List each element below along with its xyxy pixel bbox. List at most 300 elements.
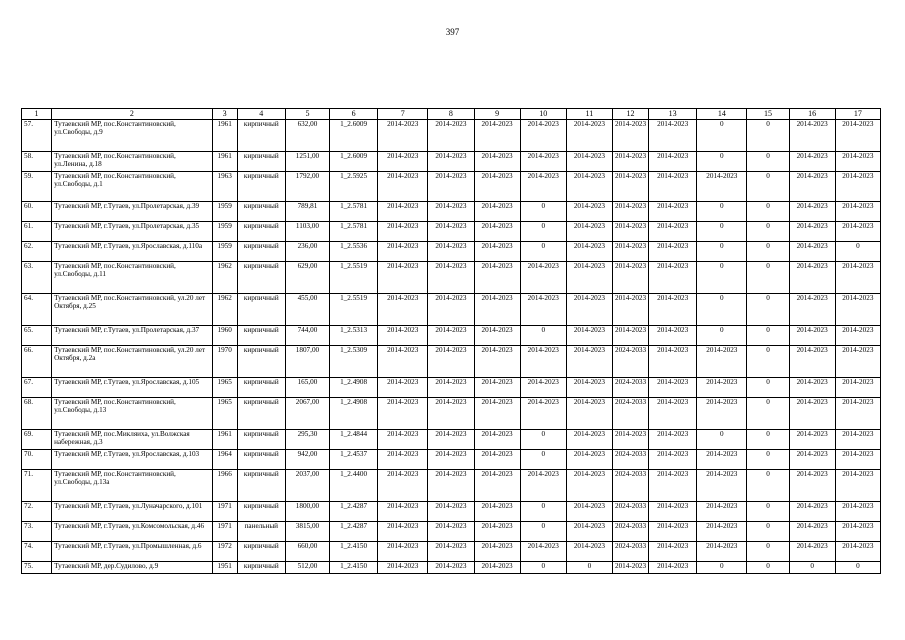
table-cell: 2014-2023 bbox=[428, 398, 474, 430]
row-number-cell: 61. bbox=[22, 222, 52, 242]
table-cell: 2014-2023 bbox=[428, 172, 474, 202]
table-cell: 2014-2023 bbox=[612, 262, 648, 294]
row-number-cell: 75. bbox=[22, 562, 52, 574]
address-cell: Тутаевский МР, пос.Константиновский, ул.Свободы, д.13 bbox=[52, 398, 213, 430]
table-cell: 1959 bbox=[212, 202, 237, 222]
table-cell: 2014-2023 bbox=[835, 152, 880, 172]
table-cell: 1_2.4537 bbox=[330, 450, 378, 470]
table-cell: 0 bbox=[747, 542, 789, 562]
table-cell: 2067,00 bbox=[285, 398, 329, 430]
table-cell: 2014-2023 bbox=[474, 152, 520, 172]
table-cell: 2014-2023 bbox=[835, 294, 880, 326]
table-cell: 2014-2023 bbox=[835, 542, 880, 562]
table-cell: 2014-2023 bbox=[612, 222, 648, 242]
table-cell: 165,00 bbox=[285, 378, 329, 398]
address-cell: Тутаевский МР, дер.Судилово, д.9 bbox=[52, 562, 213, 574]
table-cell: 2014-2023 bbox=[378, 378, 428, 398]
table-cell: 629,00 bbox=[285, 262, 329, 294]
table-cell: 0 bbox=[747, 562, 789, 574]
table-cell: 2014-2023 bbox=[474, 262, 520, 294]
table-cell: 2014-2023 bbox=[474, 222, 520, 242]
table-cell: 1_2.4844 bbox=[330, 430, 378, 450]
column-number-10: 10 bbox=[520, 109, 566, 120]
table-cell: 0 bbox=[747, 378, 789, 398]
table-cell: 2014-2023 bbox=[649, 450, 697, 470]
table-cell: 2014-2023 bbox=[649, 294, 697, 326]
table-cell: 942,00 bbox=[285, 450, 329, 470]
table-cell: 0 bbox=[520, 502, 566, 522]
table-cell: 2014-2023 bbox=[697, 398, 747, 430]
table-cell: 1962 bbox=[212, 262, 237, 294]
table-cell: 2014-2023 bbox=[649, 172, 697, 202]
table-cell: 2014-2023 bbox=[520, 398, 566, 430]
table-cell: 2014-2023 bbox=[835, 430, 880, 450]
column-number-7: 7 bbox=[378, 109, 428, 120]
table-cell: 0 bbox=[520, 430, 566, 450]
table-row bbox=[22, 398, 881, 430]
address-cell: Тутаевский МР, г.Тутаев, ул.Пролетарская, д.35 bbox=[52, 222, 213, 242]
address-cell: Тутаевский МР, г.Тутаев, ул.Луначарского, д.101 bbox=[52, 502, 213, 522]
table-cell: кирпичный bbox=[237, 450, 285, 470]
column-number-9: 9 bbox=[474, 109, 520, 120]
table-cell: 1_2.4400 bbox=[330, 470, 378, 502]
table-cell: 1963 bbox=[212, 172, 237, 202]
table-cell: кирпичный bbox=[237, 262, 285, 294]
table-cell: 2014-2023 bbox=[566, 242, 612, 262]
table-cell: кирпичный bbox=[237, 120, 285, 152]
table-cell: 2014-2023 bbox=[378, 262, 428, 294]
row-number-cell: 72. bbox=[22, 502, 52, 522]
table-cell: 2024-2033 bbox=[612, 398, 648, 430]
table-cell: 2014-2023 bbox=[428, 120, 474, 152]
table-cell: 2014-2023 bbox=[428, 502, 474, 522]
table-cell: 2014-2023 bbox=[612, 430, 648, 450]
table-cell: 2014-2023 bbox=[566, 522, 612, 542]
table-cell: 295,30 bbox=[285, 430, 329, 450]
table-cell: кирпичный bbox=[237, 242, 285, 262]
table-cell: 2014-2023 bbox=[566, 502, 612, 522]
table-cell: 2014-2023 bbox=[378, 450, 428, 470]
table-cell: 236,00 bbox=[285, 242, 329, 262]
row-number-cell: 67. bbox=[22, 378, 52, 398]
table-cell: 2014-2023 bbox=[520, 172, 566, 202]
table-cell: 2014-2023 bbox=[612, 172, 648, 202]
table-cell: 0 bbox=[747, 502, 789, 522]
table-cell: 1_2.4150 bbox=[330, 562, 378, 574]
table-cell: 2014-2023 bbox=[428, 522, 474, 542]
column-number-1: 1 bbox=[22, 109, 52, 120]
table-cell: 1_2.4287 bbox=[330, 502, 378, 522]
table-cell: 1965 bbox=[212, 378, 237, 398]
table-cell: кирпичный bbox=[237, 346, 285, 378]
table-cell: 2014-2023 bbox=[789, 430, 835, 450]
table-cell: 2014-2023 bbox=[649, 262, 697, 294]
table-row bbox=[22, 346, 881, 378]
table-cell: 0 bbox=[520, 562, 566, 574]
table-cell: кирпичный bbox=[237, 470, 285, 502]
table-cell: 0 bbox=[697, 326, 747, 346]
table-cell: 2014-2023 bbox=[428, 152, 474, 172]
table-cell: 2014-2023 bbox=[835, 502, 880, 522]
row-number-cell: 63. bbox=[22, 262, 52, 294]
table-cell: 1_2.5925 bbox=[330, 172, 378, 202]
table-cell: 2014-2023 bbox=[566, 470, 612, 502]
table-cell: 0 bbox=[747, 522, 789, 542]
table-cell: 2014-2023 bbox=[520, 346, 566, 378]
row-number-cell: 65. bbox=[22, 326, 52, 346]
table-cell: 3815,00 bbox=[285, 522, 329, 542]
table-row bbox=[22, 502, 881, 522]
row-number-cell: 64. bbox=[22, 294, 52, 326]
table-cell: 2014-2023 bbox=[835, 450, 880, 470]
table-cell: 0 bbox=[747, 470, 789, 502]
table-cell: 0 bbox=[697, 152, 747, 172]
table-cell: 632,00 bbox=[285, 120, 329, 152]
row-number-cell: 74. bbox=[22, 542, 52, 562]
table-cell: 2014-2023 bbox=[566, 346, 612, 378]
table-cell: 2014-2023 bbox=[428, 242, 474, 262]
table-cell: 2014-2023 bbox=[612, 326, 648, 346]
table-cell: 2014-2023 bbox=[474, 542, 520, 562]
table-cell: 2014-2023 bbox=[428, 326, 474, 346]
table-cell: кирпичный bbox=[237, 172, 285, 202]
row-number-cell: 60. bbox=[22, 202, 52, 222]
table-cell: 2014-2023 bbox=[612, 562, 648, 574]
table-cell: 1251,00 bbox=[285, 152, 329, 172]
table-cell: 1951 bbox=[212, 562, 237, 574]
table-cell: кирпичный bbox=[237, 378, 285, 398]
table-cell: 2014-2023 bbox=[566, 326, 612, 346]
table-cell: 0 bbox=[747, 398, 789, 430]
address-cell: Тутаевский МР, пос.Константиновский, ул.Свободы, д.1 bbox=[52, 172, 213, 202]
table-cell: 2014-2023 bbox=[474, 430, 520, 450]
table-cell: 2014-2023 bbox=[789, 522, 835, 542]
table-cell: 1_2.5519 bbox=[330, 294, 378, 326]
table-cell: 0 bbox=[697, 294, 747, 326]
table-cell: 0 bbox=[747, 172, 789, 202]
table-cell: 2014-2023 bbox=[378, 202, 428, 222]
table-cell: 0 bbox=[520, 242, 566, 262]
table-cell: кирпичный bbox=[237, 502, 285, 522]
table-cell: 0 bbox=[789, 562, 835, 574]
table-cell: 2014-2023 bbox=[428, 294, 474, 326]
table-cell: 2014-2023 bbox=[520, 152, 566, 172]
table-cell: 455,00 bbox=[285, 294, 329, 326]
table-cell: 2014-2023 bbox=[835, 398, 880, 430]
table-cell: 789,81 bbox=[285, 202, 329, 222]
table-cell: 1964 bbox=[212, 450, 237, 470]
column-number-11: 11 bbox=[566, 109, 612, 120]
table-row bbox=[22, 562, 881, 574]
table-cell: 2014-2023 bbox=[474, 470, 520, 502]
table-cell: 0 bbox=[697, 120, 747, 152]
table-cell: 0 bbox=[520, 326, 566, 346]
table-cell: 0 bbox=[747, 120, 789, 152]
table-cell: 2014-2023 bbox=[520, 470, 566, 502]
address-cell: Тутаевский МР, пос.Микляиха, ул.Волжская набережная, д.3 bbox=[52, 430, 213, 450]
address-cell: Тутаевский МР, пос.Константиновский, ул.Свободы, д.9 bbox=[52, 120, 213, 152]
table-cell: 1_2.5536 bbox=[330, 242, 378, 262]
address-cell: Тутаевский МР, пос.Константиновский, ул.20 лет Октября, д.2а bbox=[52, 346, 213, 378]
table-cell: 2014-2023 bbox=[378, 294, 428, 326]
table-cell: 2014-2023 bbox=[566, 152, 612, 172]
table-cell: 1_2.5781 bbox=[330, 202, 378, 222]
table-cell: 0 bbox=[566, 562, 612, 574]
table-cell: 2014-2023 bbox=[378, 152, 428, 172]
table-cell: 2014-2023 bbox=[428, 378, 474, 398]
table-cell: 2014-2023 bbox=[428, 222, 474, 242]
table-cell: 1962 bbox=[212, 294, 237, 326]
table-cell: 1_2.5313 bbox=[330, 326, 378, 346]
table-cell: 2014-2023 bbox=[789, 398, 835, 430]
table-cell: 2014-2023 bbox=[428, 262, 474, 294]
table-cell: 2014-2023 bbox=[566, 222, 612, 242]
table-cell: 2014-2023 bbox=[474, 450, 520, 470]
table-cell: 2014-2023 bbox=[566, 378, 612, 398]
table-cell: 2014-2023 bbox=[428, 450, 474, 470]
table-cell: 2014-2023 bbox=[428, 346, 474, 378]
table-cell: 1_2.4150 bbox=[330, 542, 378, 562]
table-cell: 0 bbox=[747, 430, 789, 450]
table-row bbox=[22, 378, 881, 398]
table-cell: кирпичный bbox=[237, 152, 285, 172]
table-cell: 2014-2023 bbox=[566, 430, 612, 450]
row-number-cell: 70. bbox=[22, 450, 52, 470]
table-cell: 2014-2023 bbox=[566, 202, 612, 222]
table-cell: 2014-2023 bbox=[378, 398, 428, 430]
table-cell: 2014-2023 bbox=[649, 522, 697, 542]
table-cell: 0 bbox=[697, 242, 747, 262]
table-cell: 2014-2023 bbox=[428, 542, 474, 562]
table-cell: 0 bbox=[697, 222, 747, 242]
table-cell: 2014-2023 bbox=[697, 522, 747, 542]
table-cell: 2014-2023 bbox=[378, 470, 428, 502]
table-cell: 2014-2023 bbox=[649, 222, 697, 242]
table-cell: 1807,00 bbox=[285, 346, 329, 378]
table-row bbox=[22, 326, 881, 346]
table-cell: 2014-2023 bbox=[474, 120, 520, 152]
column-number-13: 13 bbox=[649, 109, 697, 120]
table-cell: 2014-2023 bbox=[378, 430, 428, 450]
table-cell: кирпичный bbox=[237, 294, 285, 326]
row-number-cell: 68. bbox=[22, 398, 52, 430]
table-cell: 2014-2023 bbox=[378, 172, 428, 202]
table-cell: 1_2.5309 bbox=[330, 346, 378, 378]
column-number-14: 14 bbox=[697, 109, 747, 120]
table-row bbox=[22, 222, 881, 242]
table-cell: 2014-2023 bbox=[835, 202, 880, 222]
table-row bbox=[22, 294, 881, 326]
table-cell: 2014-2023 bbox=[835, 470, 880, 502]
table-cell: 2014-2023 bbox=[697, 346, 747, 378]
table-cell: 1961 bbox=[212, 152, 237, 172]
table-cell: 0 bbox=[697, 562, 747, 574]
table-cell: 2024-2033 bbox=[612, 450, 648, 470]
table-cell: 1_2.5519 bbox=[330, 262, 378, 294]
column-number-3: 3 bbox=[212, 109, 237, 120]
table-row bbox=[22, 542, 881, 562]
table-cell: кирпичный bbox=[237, 202, 285, 222]
table-cell: 2014-2023 bbox=[835, 326, 880, 346]
table-cell: 1966 bbox=[212, 470, 237, 502]
table-cell: 2024-2033 bbox=[612, 542, 648, 562]
row-number-cell: 69. bbox=[22, 430, 52, 450]
table-cell: 0 bbox=[697, 262, 747, 294]
table-cell: 0 bbox=[520, 222, 566, 242]
table-cell: 2014-2023 bbox=[649, 562, 697, 574]
table-cell: 2014-2023 bbox=[789, 470, 835, 502]
table-cell: 2014-2023 bbox=[649, 502, 697, 522]
table-cell: 2024-2033 bbox=[612, 522, 648, 542]
table-cell: 1_2.4287 bbox=[330, 522, 378, 542]
table-cell: 1_2.5781 bbox=[330, 222, 378, 242]
table-cell: 1971 bbox=[212, 502, 237, 522]
table-cell: кирпичный bbox=[237, 398, 285, 430]
table-cell: 2014-2023 bbox=[474, 398, 520, 430]
table-cell: 2014-2023 bbox=[649, 242, 697, 262]
table-cell: 2014-2023 bbox=[789, 502, 835, 522]
column-number-12: 12 bbox=[612, 109, 648, 120]
table-cell: 2014-2023 bbox=[789, 294, 835, 326]
table-cell: панельный bbox=[237, 522, 285, 542]
row-number-cell: 62. bbox=[22, 242, 52, 262]
table-cell: 2024-2033 bbox=[612, 346, 648, 378]
table-cell: 2014-2023 bbox=[566, 262, 612, 294]
table-cell: 1970 bbox=[212, 346, 237, 378]
address-cell: Тутаевский МР, г.Тутаев, ул.Комсомольская, д.46 bbox=[52, 522, 213, 542]
table-cell: 0 bbox=[747, 242, 789, 262]
table-cell: 2014-2023 bbox=[649, 470, 697, 502]
table-cell: 2014-2023 bbox=[566, 120, 612, 152]
table-cell: 2014-2023 bbox=[612, 202, 648, 222]
table-cell: 2014-2023 bbox=[474, 294, 520, 326]
table-cell: 2014-2023 bbox=[378, 562, 428, 574]
table-cell: 1959 bbox=[212, 242, 237, 262]
table-cell: 2014-2023 bbox=[378, 120, 428, 152]
table-cell: 2014-2023 bbox=[789, 222, 835, 242]
table-cell: 1_2.6009 bbox=[330, 152, 378, 172]
row-number-cell: 58. bbox=[22, 152, 52, 172]
table-cell: 2014-2023 bbox=[649, 152, 697, 172]
table-cell: 2014-2023 bbox=[520, 262, 566, 294]
column-number-17: 17 bbox=[835, 109, 880, 120]
table-cell: 2014-2023 bbox=[835, 346, 880, 378]
column-number-8: 8 bbox=[428, 109, 474, 120]
table-cell: 1_2.4908 bbox=[330, 378, 378, 398]
column-number-5: 5 bbox=[285, 109, 329, 120]
table-cell: 2014-2023 bbox=[428, 562, 474, 574]
table-cell: 2014-2023 bbox=[520, 542, 566, 562]
address-cell: Тутаевский МР, г.Тутаев, ул.Пролетарская, д.37 bbox=[52, 326, 213, 346]
table-cell: 2014-2023 bbox=[835, 378, 880, 398]
table-cell: кирпичный bbox=[237, 326, 285, 346]
table-cell: 2014-2023 bbox=[649, 120, 697, 152]
table-cell: 1961 bbox=[212, 430, 237, 450]
table-cell: 2037,00 bbox=[285, 470, 329, 502]
table-cell: 0 bbox=[747, 346, 789, 378]
table-cell: 2014-2023 bbox=[520, 120, 566, 152]
table-cell: 2014-2023 bbox=[566, 450, 612, 470]
table-cell: 0 bbox=[747, 326, 789, 346]
table-cell: 2014-2023 bbox=[789, 152, 835, 172]
table-cell: 2014-2023 bbox=[697, 542, 747, 562]
table-cell: 2014-2023 bbox=[566, 294, 612, 326]
table-cell: 2014-2023 bbox=[378, 242, 428, 262]
table-cell: 1_2.6009 bbox=[330, 120, 378, 152]
table-cell: 0 bbox=[747, 222, 789, 242]
table-cell: 2014-2023 bbox=[566, 542, 612, 562]
table-cell: 2014-2023 bbox=[789, 450, 835, 470]
table-cell: 0 bbox=[520, 522, 566, 542]
table-cell: 2014-2023 bbox=[649, 202, 697, 222]
table-cell: 2014-2023 bbox=[474, 202, 520, 222]
table-cell: 660,00 bbox=[285, 542, 329, 562]
table-row bbox=[22, 152, 881, 172]
table-cell: 1800,00 bbox=[285, 502, 329, 522]
housing-register-table bbox=[21, 108, 881, 574]
table-cell: 2014-2023 bbox=[378, 502, 428, 522]
address-cell: Тутаевский МР, г.Тутаев, ул.Промышленная, д.6 bbox=[52, 542, 213, 562]
table-cell: 2014-2023 bbox=[474, 502, 520, 522]
table-cell: 2014-2023 bbox=[835, 262, 880, 294]
address-cell: Тутаевский МР, г.Тутаев, ул.Ярославская, д.105 bbox=[52, 378, 213, 398]
table-cell: 2014-2023 bbox=[428, 430, 474, 450]
table-cell: 744,00 bbox=[285, 326, 329, 346]
table-cell: 2014-2023 bbox=[789, 262, 835, 294]
address-cell: Тутаевский МР, г.Тутаев, ул.Ярославская, д.103 bbox=[52, 450, 213, 470]
address-cell: Тутаевский МР, пос.Константиновский, ул.Свободы, д.13а bbox=[52, 470, 213, 502]
table-cell: 1_2.4908 bbox=[330, 398, 378, 430]
table-cell: 2014-2023 bbox=[566, 398, 612, 430]
table-cell: 2024-2033 bbox=[612, 378, 648, 398]
table-cell: 0 bbox=[835, 562, 880, 574]
table-cell: 1965 bbox=[212, 398, 237, 430]
table-cell: 2014-2023 bbox=[835, 522, 880, 542]
page-number: 397 bbox=[445, 27, 460, 37]
table-cell: 2014-2023 bbox=[378, 346, 428, 378]
table-row bbox=[22, 522, 881, 542]
table-cell: 2014-2023 bbox=[649, 346, 697, 378]
table-row bbox=[22, 120, 881, 152]
table-cell: 0 bbox=[697, 202, 747, 222]
table-cell: 2014-2023 bbox=[789, 172, 835, 202]
table-cell: 2014-2023 bbox=[649, 542, 697, 562]
table-cell: 2014-2023 bbox=[428, 470, 474, 502]
table-cell: 0 bbox=[835, 242, 880, 262]
table-row bbox=[22, 262, 881, 294]
table-cell: 2014-2023 bbox=[612, 242, 648, 262]
table-cell: 2014-2023 bbox=[474, 562, 520, 574]
row-number-cell: 57. bbox=[22, 120, 52, 152]
table-cell: 2014-2023 bbox=[697, 470, 747, 502]
table-cell: 2024-2033 bbox=[612, 470, 648, 502]
table-cell: 0 bbox=[747, 294, 789, 326]
table-body bbox=[22, 120, 881, 574]
table-cell: 2014-2023 bbox=[649, 430, 697, 450]
row-number-cell: 71. bbox=[22, 470, 52, 502]
table-cell: 2014-2023 bbox=[474, 242, 520, 262]
table-cell: 2014-2023 bbox=[835, 222, 880, 242]
table-cell: 1103,00 bbox=[285, 222, 329, 242]
table-cell: 2014-2023 bbox=[520, 378, 566, 398]
table-cell: 2014-2023 bbox=[649, 326, 697, 346]
table-row bbox=[22, 470, 881, 502]
table-row bbox=[22, 450, 881, 470]
table-cell: 0 bbox=[747, 202, 789, 222]
column-number-6: 6 bbox=[330, 109, 378, 120]
table-cell: кирпичный bbox=[237, 562, 285, 574]
address-cell: Тутаевский МР, пос.Константиновский, ул.Ленина, д.18 bbox=[52, 152, 213, 172]
